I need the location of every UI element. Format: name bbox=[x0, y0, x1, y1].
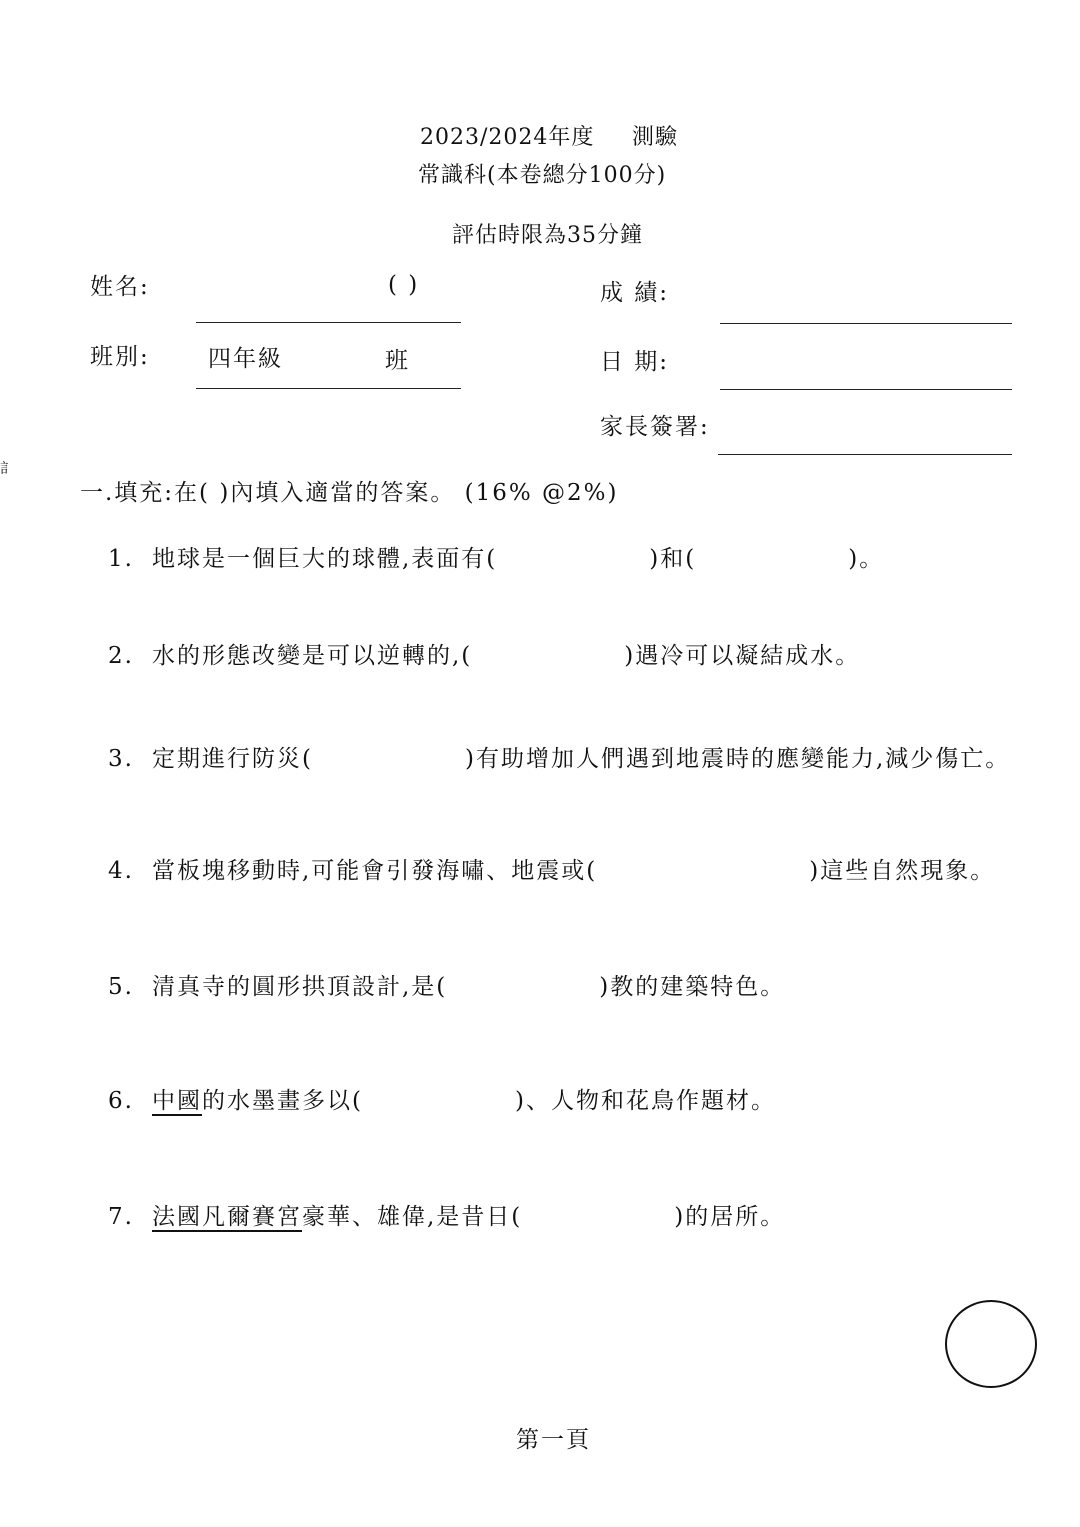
question-number: 6. bbox=[108, 1088, 134, 1114]
date-label: 日 期: bbox=[600, 349, 670, 375]
school-year: 2023/2024年度 bbox=[420, 125, 595, 150]
question-text: )這些自然現象。 bbox=[809, 858, 996, 884]
name-label: 姓名: bbox=[90, 274, 150, 300]
margin-mark: 訁 bbox=[0, 461, 14, 477]
question-number: 4. bbox=[108, 858, 134, 884]
question-number: 7. bbox=[108, 1204, 134, 1230]
question-text: 的水墨畫多以( bbox=[202, 1088, 363, 1114]
class-number-paren: ( ) bbox=[388, 272, 420, 298]
question-6 bbox=[108, 1082, 776, 1115]
question-text: )教的建築特色。 bbox=[599, 974, 786, 1000]
question-3 bbox=[108, 740, 1010, 773]
score-label: 成 績: bbox=[600, 280, 670, 306]
question-text: )遇冷可以凝結成水。 bbox=[624, 643, 861, 669]
parent-signature-line[interactable] bbox=[718, 454, 1012, 455]
date-line[interactable] bbox=[720, 389, 1012, 390]
score-circle[interactable] bbox=[945, 1300, 1037, 1388]
question-text: 豪華、雄偉,是昔日( bbox=[302, 1204, 523, 1230]
question-text: 清真寺的圓形拱頂設計,是( bbox=[152, 974, 448, 1000]
question-4 bbox=[108, 852, 995, 885]
question-text: 水的形態改變是可以逆轉的,( bbox=[152, 643, 473, 669]
question-number: 1. bbox=[108, 546, 134, 572]
question-text: )和( bbox=[649, 546, 697, 572]
question-text: 定期進行防災( bbox=[152, 746, 313, 772]
name-line[interactable] bbox=[196, 322, 461, 323]
page-number: 第一頁 bbox=[516, 1427, 591, 1453]
question-text: 當板塊移動時,可能會引發海嘯、地震或( bbox=[152, 858, 598, 884]
question-number: 2. bbox=[108, 643, 134, 669]
subject-title: 常識科(本卷總分100分) bbox=[418, 163, 667, 188]
class-grade: 四年級 bbox=[208, 346, 283, 372]
score-line[interactable] bbox=[720, 323, 1012, 324]
question-1 bbox=[108, 540, 884, 573]
underlined-place-name: 法國凡爾賽宮 bbox=[152, 1204, 302, 1230]
question-text: )、人物和花鳥作題材。 bbox=[514, 1088, 776, 1114]
parent-signature-label: 家長簽署: bbox=[600, 414, 710, 440]
question-text: )的居所。 bbox=[674, 1204, 786, 1230]
question-number: 5. bbox=[108, 974, 134, 1000]
exam-type: 測驗 bbox=[632, 125, 679, 150]
class-suffix: 班 bbox=[385, 348, 410, 374]
question-7 bbox=[108, 1198, 785, 1231]
question-2 bbox=[108, 637, 860, 670]
question-text: 地球是一個巨大的球體,表面有( bbox=[152, 546, 498, 572]
time-limit: 評估時限為35分鐘 bbox=[452, 223, 643, 248]
question-text: )。 bbox=[848, 546, 885, 572]
question-text: )有助增加人們遇到地震時的應變能力,減少傷亡。 bbox=[464, 746, 1011, 772]
class-label: 班別: bbox=[90, 344, 150, 370]
question-5 bbox=[108, 968, 785, 1001]
class-line[interactable] bbox=[196, 388, 461, 389]
question-number: 3. bbox=[108, 746, 134, 772]
section-1-title: 一.填充:在( )內填入適當的答案。 (16% @2%) bbox=[80, 480, 619, 506]
underlined-place-name: 中國 bbox=[152, 1088, 202, 1114]
